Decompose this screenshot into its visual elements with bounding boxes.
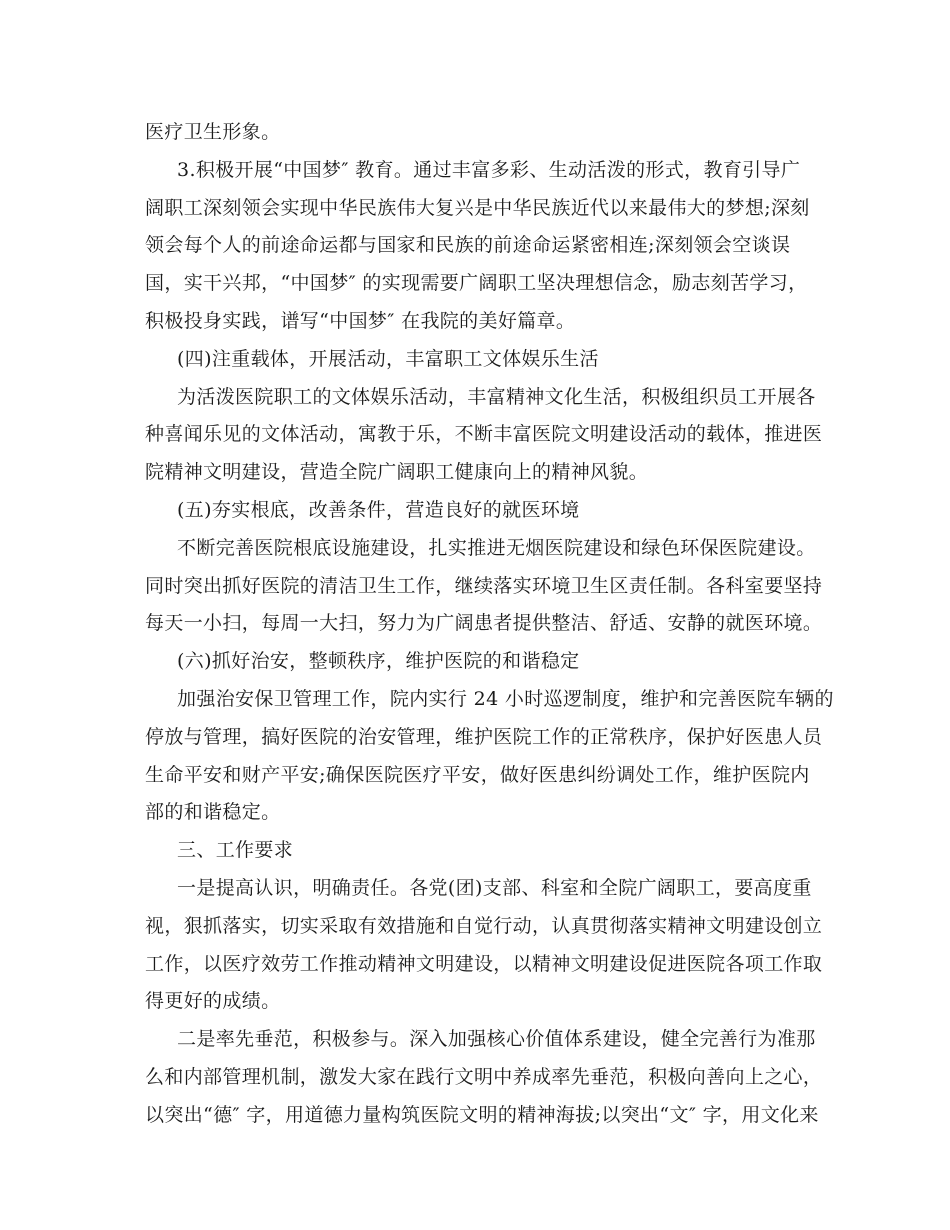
text-line: 部的和谐稳定。 <box>145 801 281 824</box>
text-line: 阔职工深刻领会实现中华民族伟大复兴是中华民族近代以来最伟大的梦想;深刻 <box>145 196 810 219</box>
text-line: 二是率先垂范，积极参与。深入加强核心价值体系建设，健全完善行为准那 <box>177 1028 816 1051</box>
text-line: 视，狠抓落实，切实采取有效措施和自觉行动，认真贯彻落实精神文明建设创立 <box>145 914 823 937</box>
text-line: 积极投身实践，谱写“中国梦″ 在我院的美好篇章。 <box>145 309 576 332</box>
section-heading: (六)抓好治安，整顿秩序，维护医院的和谐稳定 <box>177 650 580 673</box>
section-heading: (五)夯实根底，改善条件，营造良好的就医环境 <box>177 498 580 521</box>
text-line: 么和内部管理机制，激发大家在践行文明中养成率先垂范，积极向善向上之心， <box>145 1065 823 1088</box>
text-line: 领会每个人的前途命运都与国家和民族的前途命运紧密相连;深刻领会空谈误 <box>145 234 791 257</box>
text-line: 一是提高认识，明确责任。各党(团)支部、科室和全院广阔职工，要高度重 <box>177 876 812 899</box>
text-line: 工作，以医疗效劳工作推动精神文明建设，以精神文明建设促进医院各项工作取 <box>145 952 823 975</box>
text-line: 3.积极开展“中国梦″ 教育。通过丰富多彩、生动活泼的形式，教育引导广 <box>177 158 801 181</box>
text-line: 不断完善医院根底设施建设，扎实推进无烟医院建设和绿色环保医院建设。 <box>177 536 816 559</box>
text-line: 院精神文明建设，营造全院广阔职工健康向上的精神风貌。 <box>145 461 649 484</box>
text-line: 加强治安保卫管理工作，院内实行 24 小时巡逻制度，维护和完善医院车辆的 <box>177 687 834 710</box>
text-line: 同时突出抓好医院的清洁卫生工作，继续落实环境卫生区责任制。各科室要坚持 <box>145 574 823 597</box>
text-line: 生命平安和财产平安;确保医院医疗平安，做好医患纠纷调处工作，维护医院内 <box>145 763 810 786</box>
section-heading: 三、工作要求 <box>177 839 294 862</box>
text-line: 停放与管理，搞好医院的治安管理，维护医院工作的正常秩序，保护好医患人员 <box>145 725 823 748</box>
text-line: 得更好的成绩。 <box>145 990 281 1013</box>
document-body <box>0 114 950 1135</box>
text-line: 种喜闻乐见的文体活动，寓教于乐，不断丰富医院文明建设活动的载体，推进医 <box>145 423 823 446</box>
text-line: 国，实干兴邦，“中国梦″ 的实现需要广阔职工坚决理想信念，励志刻苦学习， <box>145 272 808 295</box>
section-heading: (四)注重载体，开展活动，丰富职工文体娱乐生活 <box>177 347 599 370</box>
text-line: 为活泼医院职工的文体娱乐活动，丰富精神文化生活，积极组织员工开展各 <box>177 385 816 408</box>
text-line: 以突出“德″ 字，用道德力量构筑医院文明的精神海拔;以突出“文″ 字，用文化来 <box>145 1103 819 1126</box>
text-line: 医疗卫生形象。 <box>145 121 281 143</box>
text-line: 每天一小扫，每周一大扫，努力为广阔患者提供整洁、舒适、安静的就医环境。 <box>145 612 823 635</box>
